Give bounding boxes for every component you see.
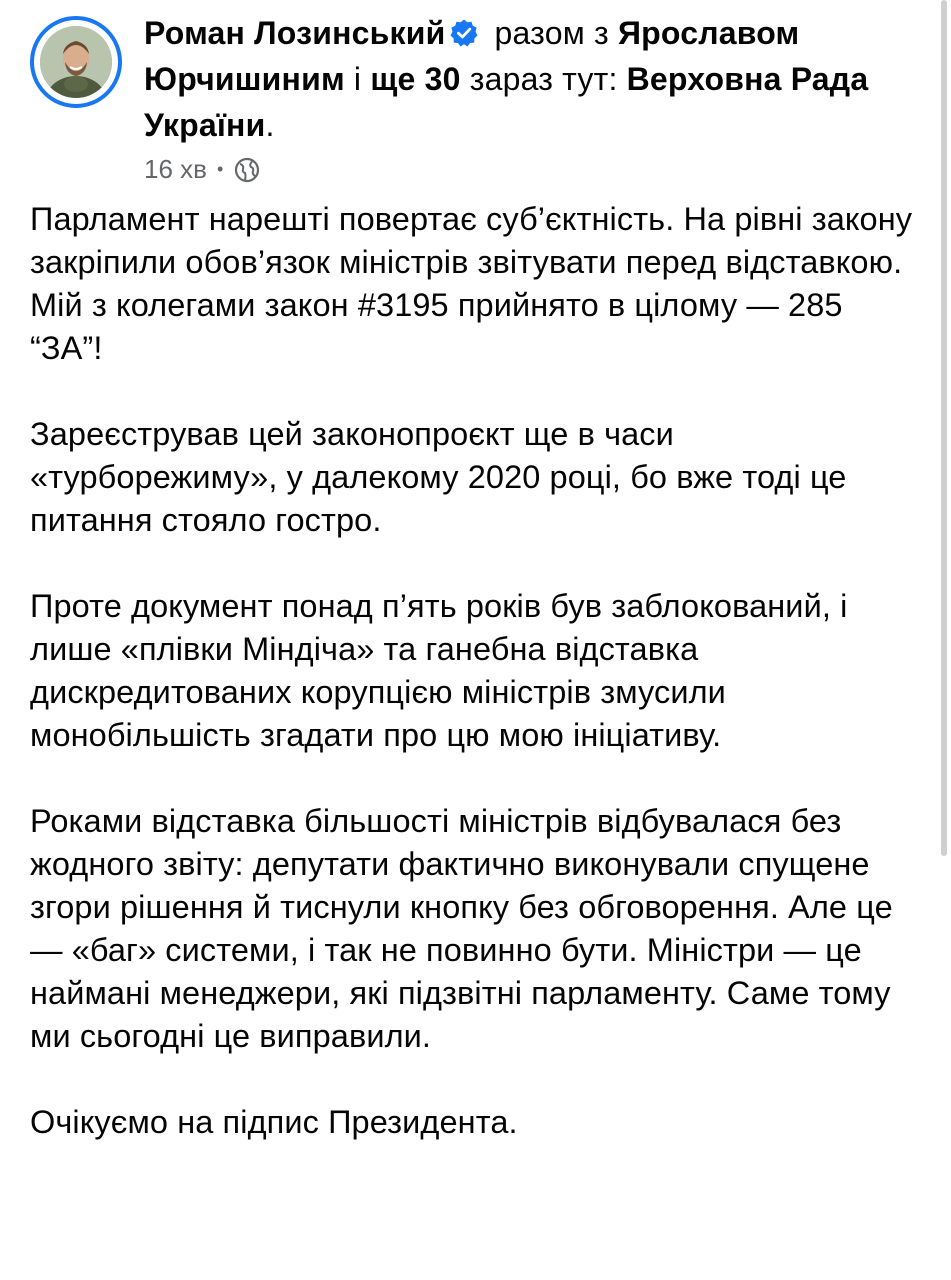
post-paragraph: Зареєстрував цей законопроєкт ще в часи «турборежиму», у далекому 2020 році, бо вже тоді це питання стояло гостро.: [30, 416, 847, 538]
tagged-person-link[interactable]: Ярославом Юрчишиним: [144, 15, 800, 97]
post-timestamp[interactable]: 16 хв: [144, 154, 207, 184]
tagged-more-link[interactable]: ще 30: [370, 61, 461, 97]
location-suffix: .: [265, 107, 275, 143]
verified-badge-icon: [449, 18, 479, 48]
post-paragraph: Проте документ понад п’ять років був заблокований, і лише «плівки Міндіча» та ганебна відставка дискредитованих корупцією міністрів змусили монобільшість згадати про цю мою ініціативу.: [30, 588, 848, 753]
author-avatar[interactable]: [40, 26, 112, 98]
scrollbar[interactable]: [941, 0, 947, 856]
post-paragraph: Очікуємо на підпис Президента.: [30, 1104, 518, 1140]
location-prefix: зараз тут:: [469, 61, 618, 97]
and-more-prefix: і: [353, 61, 362, 97]
with-prefix: разом з: [494, 15, 609, 51]
post-paragraph: Роками відставка більшості міністрів відбувалася без жодного звіту: депутати фактично виконували спущене згори рішення й тиснули кнопку без обговорення. Але це — «баг» системи, і так не повинно бути. Міністри — це наймані менеджери, які підзвітні парламенту. Саме тому ми сьогодні це виправили.: [30, 803, 893, 1054]
location-link[interactable]: Верховна Рада України: [144, 61, 869, 143]
post-paragraph: Парламент нарешті повертає суб’єктність. На рівні закону закріпили обов’язок міністрів звітувати перед відставкою. Мій з колегами закон #3195 прийнято в цілому — 285 “ЗА”!: [30, 201, 913, 366]
avatar-photo: [40, 26, 112, 98]
post-header-text: [144, 10, 904, 148]
author-avatar-ring[interactable]: [30, 16, 122, 108]
meta-separator: •: [216, 159, 224, 179]
post-body: [30, 198, 920, 1187]
globe-icon[interactable]: [233, 156, 261, 184]
post-meta: [144, 154, 261, 185]
author-name[interactable]: Роман Лозинський: [144, 15, 446, 51]
